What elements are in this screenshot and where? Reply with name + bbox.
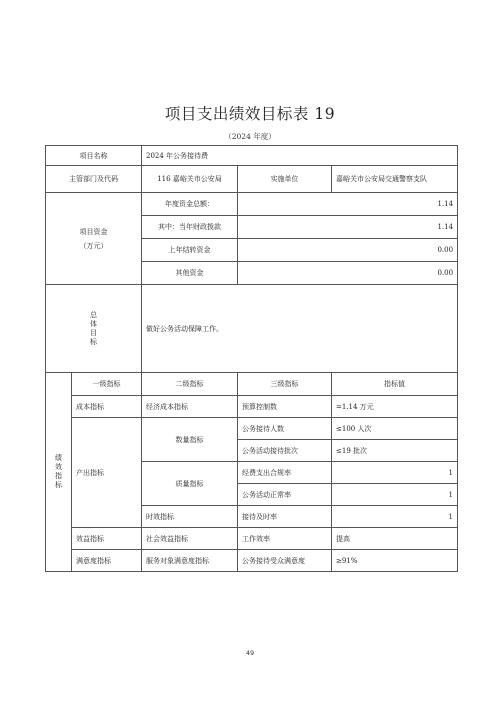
impl-value: 嘉峪关市公安局交通警察支队	[332, 166, 458, 193]
header-value: 指标值	[332, 373, 458, 396]
overall-label-char: 目	[90, 328, 97, 337]
output-time-value: 1	[332, 506, 458, 528]
cost-l2: 经济成本指标	[142, 396, 238, 418]
project-name-label: 项目名称	[46, 146, 142, 166]
overall-label-char: 总	[90, 310, 97, 319]
output-quality-l3: 经费支出合规率	[238, 462, 332, 484]
header-level2: 二级指标	[142, 373, 238, 396]
benefit-l1: 效益指标	[72, 528, 142, 550]
satisfaction-l3: 公务接待受众满意度	[238, 550, 332, 572]
output-qty-l3: 公务接待人数	[238, 418, 332, 440]
output-qty-l2: 数量指标	[142, 418, 238, 462]
fund-label-line1: 项目资金	[79, 227, 108, 236]
fund-row-label: 上年结转资金	[142, 239, 238, 262]
year-note: （2024 年度）	[224, 132, 276, 141]
fund-label-line2: （万元）	[79, 241, 108, 250]
dept-value: 116 嘉峪关市公安局	[142, 166, 238, 193]
fund-row-value: 0.00	[238, 239, 458, 262]
output-time-l2: 时效指标	[142, 506, 238, 528]
fund-row-label: 其中：当年财政拨款	[142, 216, 238, 239]
perf-label-char: 标	[55, 481, 62, 489]
overall-label-char: 体	[90, 319, 97, 328]
overall-goal-label	[46, 285, 142, 373]
fund-row-value: 1.14	[238, 216, 458, 239]
cost-l1: 成本指标	[72, 396, 142, 418]
header-level3: 三级指标	[238, 373, 332, 396]
benefit-l3: 工作效率	[238, 528, 332, 550]
overall-label-char: 标	[90, 337, 97, 346]
fund-row-label: 年度资金总额：	[142, 193, 238, 216]
fund-row-value: 0.00	[238, 262, 458, 285]
page-number: 49	[245, 649, 255, 657]
output-time-l3: 接待及时率	[238, 506, 332, 528]
output-quality-value: 1	[332, 462, 458, 484]
overall-goal-text: 做好公务活动保障工作。	[142, 285, 458, 373]
output-l1: 产出指标	[72, 418, 142, 528]
output-qty-l3: 公务活动接待批次	[238, 440, 332, 462]
output-qty-value: ≤100 人次	[332, 418, 458, 440]
page-title: 项目支出绩效目标表 19	[164, 105, 336, 123]
perf-label-char: 绩	[55, 454, 62, 462]
perf-label-char: 效	[55, 463, 62, 471]
project-name-value: 2024 年公务接待费	[142, 146, 458, 166]
impl-label: 实施单位	[238, 166, 332, 193]
satisfaction-l1: 满意度指标	[72, 550, 142, 572]
fund-row-value: 1.14	[238, 193, 458, 216]
cost-value: =1.14 万元	[332, 396, 458, 418]
satisfaction-value: ≥91%	[332, 550, 458, 572]
perf-label-char: 指	[55, 472, 62, 480]
dept-label: 主管部门及代码	[46, 166, 142, 193]
benefit-l2: 社会效益指标	[142, 528, 238, 550]
benefit-value: 提高	[332, 528, 458, 550]
performance-indicator-table	[45, 372, 458, 572]
output-quality-value: 1	[332, 484, 458, 506]
output-qty-value: ≤19 批次	[332, 440, 458, 462]
fund-row-label: 其他资金	[142, 262, 238, 285]
output-quality-l2: 质量指标	[142, 462, 238, 506]
output-quality-l3: 公务活动正常率	[238, 484, 332, 506]
project-info-table	[45, 145, 458, 373]
fund-label	[46, 193, 142, 285]
cost-l3: 预算控制数	[238, 396, 332, 418]
header-level1: 一级指标	[72, 373, 142, 396]
perf-label	[46, 373, 72, 572]
satisfaction-l2: 服务对象满意度指标	[142, 550, 238, 572]
